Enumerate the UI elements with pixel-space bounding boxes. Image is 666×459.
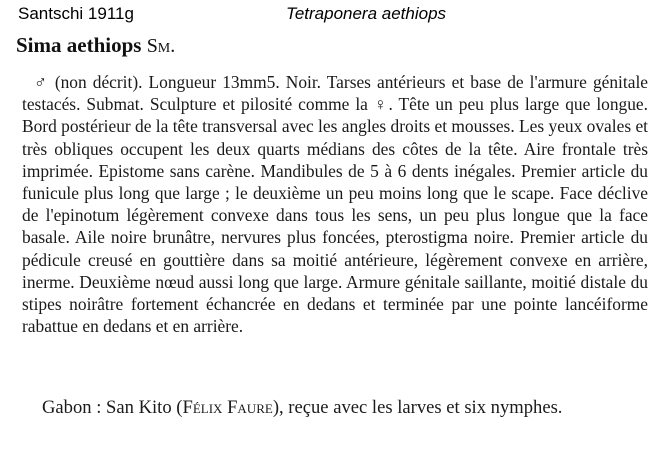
taxon-title: [16, 33, 175, 58]
taxon-name: Sima aethiops: [16, 33, 142, 57]
locality-paragraph: [22, 395, 648, 420]
locality-prefix: Gabon : San Kito (: [42, 397, 183, 418]
description-paragraph: ♂ (non décrit). Longueur 13mm5. Noir. Tarses antérieurs et base de l'armure génitale testacés. Submat. Sculpture et pilosité comme la ♀. Tête un peu plus large que longue. Bord postérieur de la tête transversal avec les angles droits et mousses. Les yeux ovales et très obliques occupent les deux quarts médians des côtes de la tête. Aire frontale très imprimée. Epistome sans carène. Mandibules de 5 à 6 dents inégales. Premier article du funicule plus long que large ; le deuxième un peu moins long que le scape. Face déclive de l'epinotum légèrement convexe dans tous les sens, un peu plus longue que la face basale. Aile noire brunâtre, nervures plus foncées, pterostigma noire. Premier article du pédicule creusé en gouttière dans sa moitié antérieure, légèrement convexe en arrière, inerme. Deuxième nœud aussi long que large. Armure génitale saillante, moitié distale du stipes noirâtre fortement échancrée en dedans et terminée par une pointe lancéiforme rabattue en dedans et en arrière.: [22, 72, 648, 337]
collector-name: Félix Faure: [182, 397, 273, 418]
species-heading: Tetraponera aethiops: [286, 4, 447, 23]
citation-label: Santschi 1911g: [18, 4, 134, 23]
taxon-authority: Sm.: [146, 35, 176, 57]
locality-suffix: ), reçue avec les larves et six nymphes.: [272, 397, 563, 418]
